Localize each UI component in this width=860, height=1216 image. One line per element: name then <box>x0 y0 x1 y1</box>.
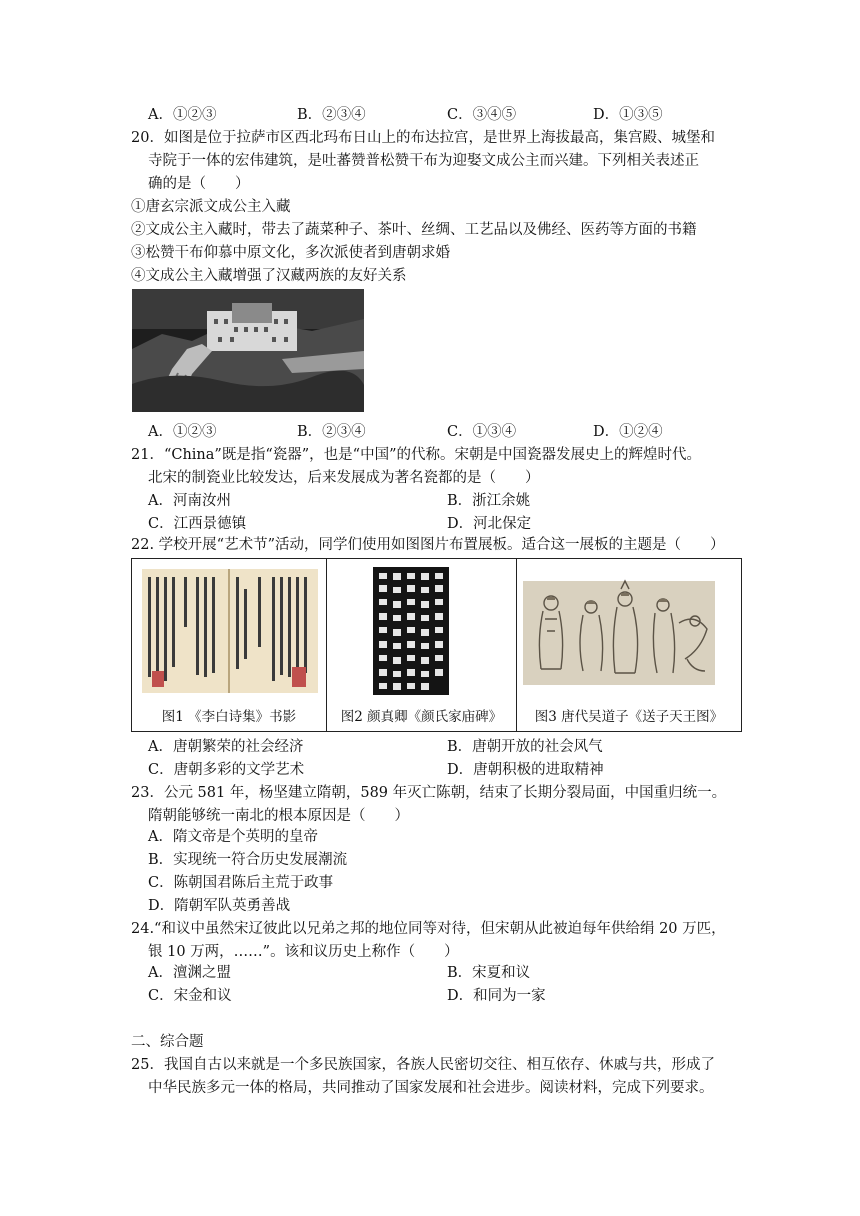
q24-stem-line-1: 24.“和议中虽然宋辽彼此以兄弟之邦的地位同等对待，但宋朝从此被迫每年供给绢 20 万匹， <box>131 921 726 937</box>
q20-stem-line-1: 20．如图是位于拉萨市区西北玛布日山上的布达拉宫，是世界上海拔最高，集宫殿、城堡和 <box>131 130 715 146</box>
q24-stem-line-2: 银 10 万两，……”。该和议历史上称作（ ） <box>148 944 459 960</box>
q20-option-b: B．②③④ <box>297 424 366 440</box>
q20-statement-3: ③松赞干布仰慕中原文化，多次派使者到唐朝求婚 <box>131 245 450 261</box>
q23-option-a: A．隋文帝是个英明的皇帝 <box>148 829 318 845</box>
q25-stem-line-2: 中华民族多元一体的格局，共同推动了国家发展和社会进步。阅读材料，完成下列要求。 <box>148 1080 714 1096</box>
q21-stem-line-2: 北宋的制瓷业比较发达，后来发展成为著名瓷都的是（ ） <box>148 470 540 486</box>
q19-option-c: C．③④⑤ <box>447 107 517 123</box>
q20-option-c: C．①③④ <box>447 424 517 440</box>
q21-option-d: D．河北保定 <box>447 516 532 532</box>
q20-stem-line-2: 寺院于一体的宏伟建筑，是吐蕃赞普松赞干布为迎娶文成公主而兴建。下列相关表述正 <box>148 153 699 169</box>
q25-stem-line-1: 25．我国自古以来就是一个多民族国家，各族人民密切交往、相互依存、休戚与共，形成了 <box>131 1057 715 1073</box>
figure-3 <box>517 559 741 731</box>
q24-option-a: A．澶渊之盟 <box>148 965 231 981</box>
q19-option-b: B．②③④ <box>297 107 366 123</box>
q23-option-d: D．隋朝军队英勇善战 <box>148 898 291 914</box>
q21-stem-line-1: 21．“China”既是指“瓷器”，也是“中国”的代称。宋朝是中国瓷器发展史上的辉煌时代。 <box>131 447 701 463</box>
figure-1-caption: 图1 《李白诗集》书影 <box>161 709 297 725</box>
q21-option-a: A．河南汝州 <box>148 493 231 509</box>
q24-option-b: B．宋夏和议 <box>447 965 531 981</box>
section-title: 二、综合题 <box>131 1034 204 1050</box>
q20-stem-line-3: 确的是（ ） <box>148 176 250 192</box>
q23-stem-line-2: 隋朝能够统一南北的根本原因是（ ） <box>148 808 409 824</box>
q22-option-b: B．唐朝开放的社会风气 <box>447 739 603 755</box>
q21-option-c: C．江西景德镇 <box>148 516 247 532</box>
q22-stem: 22. 学校开展“艺术节”活动，同学们使用如图图片布置展板。适合这一展板的主题是（ ） <box>131 537 725 553</box>
potala-palace-photo <box>132 289 364 412</box>
stele-rubbing-illustration <box>327 559 516 699</box>
figure-3-caption: 图3 唐代吴道子《送子天王图》 <box>534 709 724 725</box>
figure-table <box>131 558 742 732</box>
q20-statement-4: ④文成公主入藏增强了汉藏两族的友好关系 <box>131 268 407 284</box>
q21-option-b: B．浙江余姚 <box>447 493 531 509</box>
q19-option-a: A．①②③ <box>148 107 217 123</box>
figure-2-caption: 图2 颜真卿《颜氏家庙碑》 <box>340 709 503 725</box>
q20-option-a: A．①②③ <box>148 424 217 440</box>
q22-option-c: C．唐朝多彩的文学艺术 <box>148 762 305 778</box>
figure-2 <box>327 559 517 731</box>
potala-palace-illustration <box>132 289 364 412</box>
book-page-illustration <box>132 559 326 699</box>
q24-option-d: D．和同为一家 <box>447 988 546 1004</box>
figure-1 <box>132 559 327 731</box>
q22-option-d: D．唐朝积极的进取精神 <box>447 762 604 778</box>
q23-option-c: C．陈朝国君陈后主荒于政事 <box>148 875 334 891</box>
q24-option-c: C．宋金和议 <box>148 988 232 1004</box>
q20-option-d: D．①②④ <box>593 424 663 440</box>
q20-statement-2: ②文成公主入藏时，带去了蔬菜种子、茶叶、丝绸、工艺品以及佛经、医药等方面的书籍 <box>131 222 697 238</box>
q22-option-a: A．唐朝繁荣的社会经济 <box>148 739 304 755</box>
q23-option-b: B．实现统一符合历史发展潮流 <box>148 852 348 868</box>
q19-option-d: D．①③⑤ <box>593 107 663 123</box>
painting-illustration <box>517 559 741 699</box>
q20-statement-1: ①唐玄宗派文成公主入藏 <box>131 199 291 215</box>
q23-stem-line-1: 23．公元 581 年，杨坚建立隋朝，589 年灭亡陈朝，结束了长期分裂局面，中国重归统一。 <box>131 785 727 801</box>
